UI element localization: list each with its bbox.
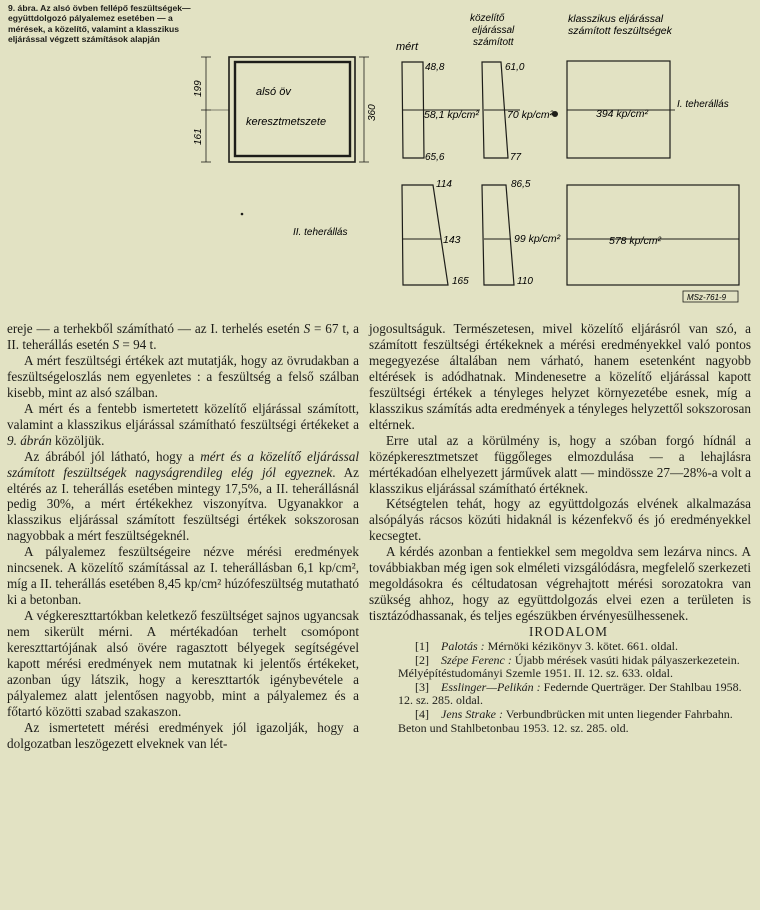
paragraph: A végkereszttartókban keletkező feszültséget sajnos ugyancsak nem sikerült mérni. A mértékadóan terhelt csomópont kereszttartójának alsó övére ragasztott bélyegek segítségével kapott mérési eredmények nem mutatnak ki jelentős értékeket, azonban úgy látszik, hogy a kereszttartók igénybevétele a pályalemez alatt jelentősen nagyobb, mint a pályalemez és a főtartó közötti szabad szakaszon. — [7, 608, 359, 719]
paragraph: erejе — a terhekből számítható — az I. terhelés esetén S = 67 t, a II. teherállás esetén S = 94 t. — [7, 321, 359, 352]
load-case-2-label: II. teherállás — [293, 227, 348, 238]
cross-section-label-2: keresztmetszete — [246, 116, 327, 128]
c2-approx-bot: 110 — [517, 276, 533, 287]
right-column — [369, 321, 751, 735]
paragraph: Kétségtelen tehát, hogy az együttdolgozás elvének alkalmazása alsópályás rácsos közúti hidaknál is kézenfekvő és jó eredményekkel kecsegtet. — [369, 496, 751, 544]
c2-measured-mid: 143 — [443, 234, 461, 246]
paragraph: A mért feszültségi értékek azt mutatják, hogy az övrudakban a feszültségeloszlás nem egyenletes : a feszültség a felső szálban kisebb, mint az alsó szálban. — [7, 352, 359, 400]
header-classic-1: klasszikus eljárással — [568, 13, 664, 25]
paragraph: A pályalemez feszültségeire nézve mérési eredmények nincsenek. A közelítő számítással az I. teherállásban 6,1 kp/cm², míg a II. teherállás esetében 8,45 kp/cm² húzófeszültség mutatható ki a betonban. — [7, 544, 359, 608]
figure-caption: 9. ábra. Az alsó övben fellépő feszültségek—együttdolgozó pályalemez esetében — a mérések, a közelítő, valamint a klasszikus eljárással végzett számítások alapján — [8, 3, 191, 45]
header-measured: mért — [396, 41, 418, 53]
c2-approx-top: 86,5 — [511, 179, 531, 190]
cross-section-drawing — [201, 57, 369, 162]
paragraph: jogosultságuk. Természetesen, mivel közelítő eljárásról van szó, a számított feszültségi értékeknek a mérési eredményekkel való pontos megegyezése általában nem várható, hanem esetenként nagyobb eltérések is adódhatnak. Mindenesetre a közelítő eljárással kapott feszültségi értékek a tényleges helyzet környezetébe esnek, míg a klasszikus számítás adta eredmények a tényleges helyzettől sokszorosan eltérnek. — [369, 321, 751, 432]
reference-number: [4] — [415, 707, 429, 722]
c1-measured-top: 48,8 — [425, 62, 445, 73]
left-column — [7, 321, 359, 752]
c2-approx-mid: 99 kp/cm² — [514, 233, 561, 245]
load-case-1-label: I. teherállás — [677, 99, 729, 110]
c2-measured-top: 114 — [436, 179, 452, 190]
dim-total: 360 — [367, 104, 378, 121]
stress-figure — [0, 0, 760, 320]
reference-number: [3] — [415, 679, 429, 694]
paragraph: Az ismertetett mérési eredmények jól igazolják, hogy a dolgozatban leszögezett elveknek van lét- — [7, 719, 359, 751]
c1-approx-top: 61,0 — [505, 62, 525, 73]
dim-bottom: 161 — [193, 128, 204, 145]
header-approx-1: közelítő — [470, 13, 505, 24]
figure-id: MSz-761-9 — [687, 293, 727, 302]
reference-item: [2] Szépe Ferenc : Újabb mérések vasúti hidak pályaszerkezetein. Mélyépítéstudományi Szemle 1951. II. 12. sz. 633. oldal. — [398, 652, 740, 681]
header-classic-2: számított feszültségek — [568, 25, 672, 37]
c1-measured-mid: 58,1 kp/cm² — [424, 109, 479, 121]
header-approx-2: eljárással — [472, 25, 515, 36]
cross-section-label-1: alsó öv — [256, 86, 291, 98]
paragraph: Az ábrából jól látható, hogy a mért és a közelítő eljárással számított feszültségek nagyságrendileg elég jól egyeznek. Az eltérés az I. teherállás esetében mintegy 17,5%, a II. teherállásnál pedig 30%, a mért értékekhez viszonyítva. Ugyanakkor a klasszikus eljárással számított feszültségi értékek sokszorosan nagyobbak a mért feszültségeknél. — [7, 448, 359, 544]
references-heading: IRODALOM — [528, 624, 609, 640]
c1-approx-mid: 70 kp/cm² — [507, 109, 554, 121]
reference-item: [3] Esslinger—Pelikán : Federnde Querträger. Der Stahlbau 1958. 12. sz. 285. oldal. — [398, 679, 742, 708]
reference-number: [1] — [415, 639, 429, 654]
c1-measured-bot: 65,6 — [425, 152, 445, 163]
c1-approx-bot: 77 — [510, 152, 522, 163]
paragraph: A mért és a fentebb ismertetett közelítő eljárással számított, valamint a klasszikus eljárással számítható feszültségi értékeket a 9. ábrán közöljük. — [7, 400, 359, 448]
header-approx-3: számított — [473, 37, 514, 48]
reference-list — [369, 640, 751, 735]
reference-number: [2] — [415, 652, 429, 667]
paragraph: A kérdés azonban a fentiekkel sem megoldva sem lezárva nincs. A továbbiakban még igen sok elméleti vizsgálódásra, megfelelő szerkezeti megoldásokra és céltudatosan végrehajtott mérési sorozatokra van szükség ahhoz, hogy az együttdolgozás elvei ezen a területen is tisztázódhassanak, és teljes egészükben érvényesülhessenek. — [369, 544, 751, 624]
c1-classic: 394 kp/cm² — [596, 108, 648, 120]
reference-item: [4] Jens Strake : Verbundbrücken mit unten liegender Fahrbahn. Beton und Stahlbetonbau 1953. 12. sz. 285. old. — [398, 707, 733, 735]
paragraph: Erre utal az a körülmény is, hogy a szóban forgó hídnál a középkeresztmetszet függőleges elmozdulása — a lehajlásra mértékadóan elhelyezett járművek alatt — mindössze 27—28%-a volt a klasszikus eljárással számítható értéknek. — [369, 432, 751, 496]
dim-top: 199 — [193, 80, 204, 97]
measured-stress-shape-2 — [402, 185, 448, 285]
c2-classic: 578 kp/cm² — [609, 235, 661, 247]
approx-stress-shape-2 — [482, 185, 514, 285]
c2-measured-bot: 165 — [452, 276, 469, 287]
reference-item: [1] Palotás : Mérnöki kézikönyv 3. kötet. 661. oldal. — [415, 639, 678, 654]
